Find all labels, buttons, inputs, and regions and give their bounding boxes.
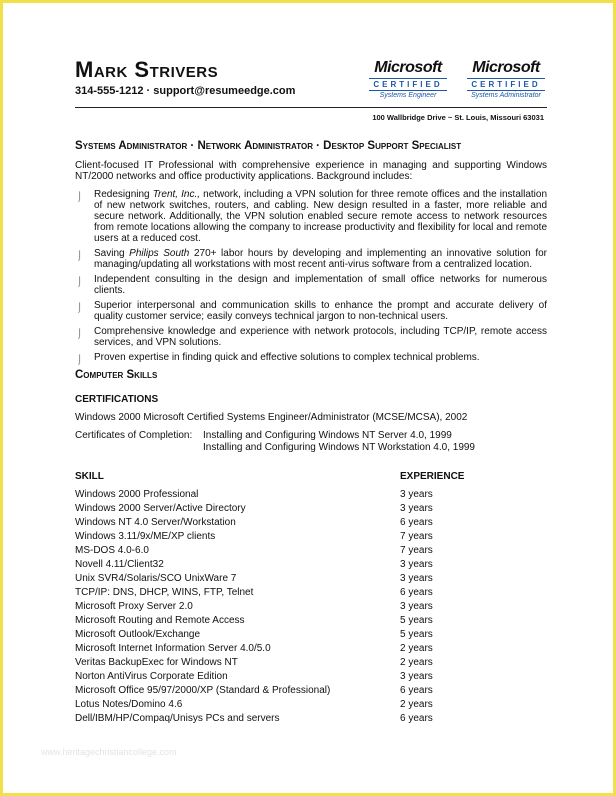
skill-row <box>75 699 475 713</box>
skill-row <box>75 503 475 517</box>
skill-name: Microsoft Internet Information Server 4.0/5.0 <box>75 643 271 654</box>
skill-experience: 3 years <box>400 601 433 612</box>
skill-experience: 3 years <box>400 489 433 500</box>
address-line: 100 Wallbridge Drive ~ St. Louis, Missouri 63031 <box>372 113 544 122</box>
bullet-text: Comprehensive knowledge and experience with network protocols, including TCP/IP, remote access services, and VPN solutions. <box>94 326 547 348</box>
logo-brand: Microsoft <box>472 59 540 76</box>
bullet-icon: ⌡ <box>77 191 83 201</box>
bullet-text: Proven expertise in finding quick and effective solutions to complex technical problems. <box>94 352 480 363</box>
skill-row <box>75 685 475 699</box>
bullet-icon: ⌡ <box>77 328 83 338</box>
microsoft-certified-administrator-logo <box>461 59 551 99</box>
summary-intro: Client-focused IT Professional with comprehensive experience in managing and supporting Windows NT/2000 networks and office productivity applications. Background includes: <box>75 160 547 182</box>
skill-row <box>75 531 475 545</box>
skill-row <box>75 657 475 671</box>
skill-experience: 6 years <box>400 713 433 724</box>
summary-bullet <box>75 189 547 244</box>
skill-name: Veritas BackupExec for Windows NT <box>75 657 238 668</box>
bullet-company: Philips South <box>129 248 190 259</box>
skill-name: Microsoft Office 95/97/2000/XP (Standard & Professional) <box>75 685 331 696</box>
skill-experience: 7 years <box>400 545 433 556</box>
summary-bullet <box>75 248 547 270</box>
skill-experience: 6 years <box>400 587 433 598</box>
bullet-icon: ⌡ <box>77 250 83 260</box>
contact-line: 314-555-1212 · support@resumeedge.com <box>75 85 296 97</box>
candidate-name: Mark Strivers <box>75 57 219 82</box>
section-title-computer-skills: Computer Skills <box>75 369 158 381</box>
skill-column-heading: SKILL <box>75 471 104 482</box>
certificates-of-completion-label: Certificates of Completion: <box>75 430 193 441</box>
certification-item: Windows 2000 Microsoft Certified Systems Engineer/Administrator (MCSE/MCSA), 2002 <box>75 412 468 423</box>
skill-row <box>75 573 475 587</box>
skill-row <box>75 489 475 503</box>
skill-name: Dell/IBM/HP/Compaq/Unisys PCs and servers <box>75 713 280 724</box>
skill-row <box>75 629 475 643</box>
skill-experience: 2 years <box>400 643 433 654</box>
skill-name: Microsoft Outlook/Exchange <box>75 629 201 640</box>
skill-name: MS-DOS 4.0-6.0 <box>75 545 149 556</box>
skill-name: Microsoft Proxy Server 2.0 <box>75 601 193 612</box>
certificate-item: Installing and Configuring Windows NT Workstation 4.0, 1999 <box>203 442 475 453</box>
bullet-text: Independent consulting in the design and implementation of small office networks for numerous clients. <box>94 274 547 296</box>
skill-name: TCP/IP: DNS, DHCP, WINS, FTP, Telnet <box>75 587 254 598</box>
certificate-item: Installing and Configuring Windows NT Server 4.0, 1999 <box>203 430 452 441</box>
skill-row <box>75 517 475 531</box>
logo-cert: CERTIFIED <box>467 78 545 91</box>
skill-row <box>75 601 475 615</box>
skill-row <box>75 643 475 657</box>
summary-bullet <box>75 326 547 348</box>
skill-name: Novell 4.11/Client32 <box>75 559 164 570</box>
logo-role: Systems Administrator <box>471 92 541 99</box>
skill-name: Windows 3.11/9x/ME/XP clients <box>75 531 216 542</box>
bullet-text: Redesigning <box>94 189 153 200</box>
skill-experience: 3 years <box>400 671 433 682</box>
skill-name: Windows 2000 Professional <box>75 489 199 500</box>
skill-experience: 7 years <box>400 531 433 542</box>
skill-experience: 6 years <box>400 517 433 528</box>
skill-row <box>75 559 475 573</box>
certificates-of-completion-list <box>203 430 475 454</box>
skill-experience: 5 years <box>400 615 433 626</box>
logo-role: Systems Engineer <box>379 92 437 99</box>
skill-experience: 2 years <box>400 699 433 710</box>
skill-experience: 6 years <box>400 685 433 696</box>
bullet-icon: ⌡ <box>77 276 83 286</box>
bullet-text: network, including a VPN solution for three remote offices and the installation of new network switches, routers, and cabling. New design resulted in a faster, more reliable and secure network. Additionally, the VPN solution enabled secure remote access to network resources from remote locations allowing the company to increase productivity and flexibility for local and remote users at a reduced cost. <box>94 189 548 244</box>
skill-name: Norton AntiVirus Corporate Edition <box>75 671 228 682</box>
watermark: www.heritagechristiancollege.com <box>41 747 177 757</box>
logo-brand: Microsoft <box>374 59 442 76</box>
skill-name: Lotus Notes/Domino 4.6 <box>75 699 183 710</box>
skill-row <box>75 671 475 685</box>
summary-bullet <box>75 274 547 296</box>
summary-bullet <box>75 352 547 363</box>
certifications-heading: CERTIFICATIONS <box>75 394 159 405</box>
bullet-icon: ⌡ <box>77 302 83 312</box>
bullet-text: Superior interpersonal and communication skills to enhance the prompt and accurate delivery of quality customer service; easily conveys technical jargon to non-technical users. <box>94 300 547 322</box>
skill-row <box>75 713 475 727</box>
bullet-text: 270+ labor hours by developing and implementing an innovative solution for managing/updating all workstations with most recent anti-virus software from a centralized location. <box>94 248 547 270</box>
skill-experience: 2 years <box>400 657 433 668</box>
skill-experience: 5 years <box>400 629 433 640</box>
skill-name: Windows NT 4.0 Server/Workstation <box>75 517 236 528</box>
summary-bullet <box>75 300 547 322</box>
logo-cert: CERTIFIED <box>369 78 447 91</box>
skill-experience: 3 years <box>400 559 433 570</box>
skill-row <box>75 615 475 629</box>
header-divider <box>75 107 547 108</box>
skill-name: Unix SVR4/Solaris/SCO UnixWare 7 <box>75 573 237 584</box>
skill-name: Windows 2000 Server/Active Directory <box>75 503 246 514</box>
summary-bullets <box>75 189 547 367</box>
experience-column-heading: EXPERIENCE <box>400 471 465 482</box>
bullet-text: Saving <box>94 248 130 259</box>
skills-table <box>75 489 475 727</box>
microsoft-certified-engineer-logo <box>363 59 453 99</box>
job-headline: Systems Administrator · Network Administrator · Desktop Support Specialist <box>75 140 462 152</box>
bullet-company: Trent, Inc., <box>152 189 201 200</box>
skill-experience: 3 years <box>400 573 433 584</box>
skill-row <box>75 587 475 601</box>
skill-name: Microsoft Routing and Remote Access <box>75 615 245 626</box>
skill-experience: 3 years <box>400 503 433 514</box>
bullet-icon: ⌡ <box>77 354 83 364</box>
skill-row <box>75 545 475 559</box>
